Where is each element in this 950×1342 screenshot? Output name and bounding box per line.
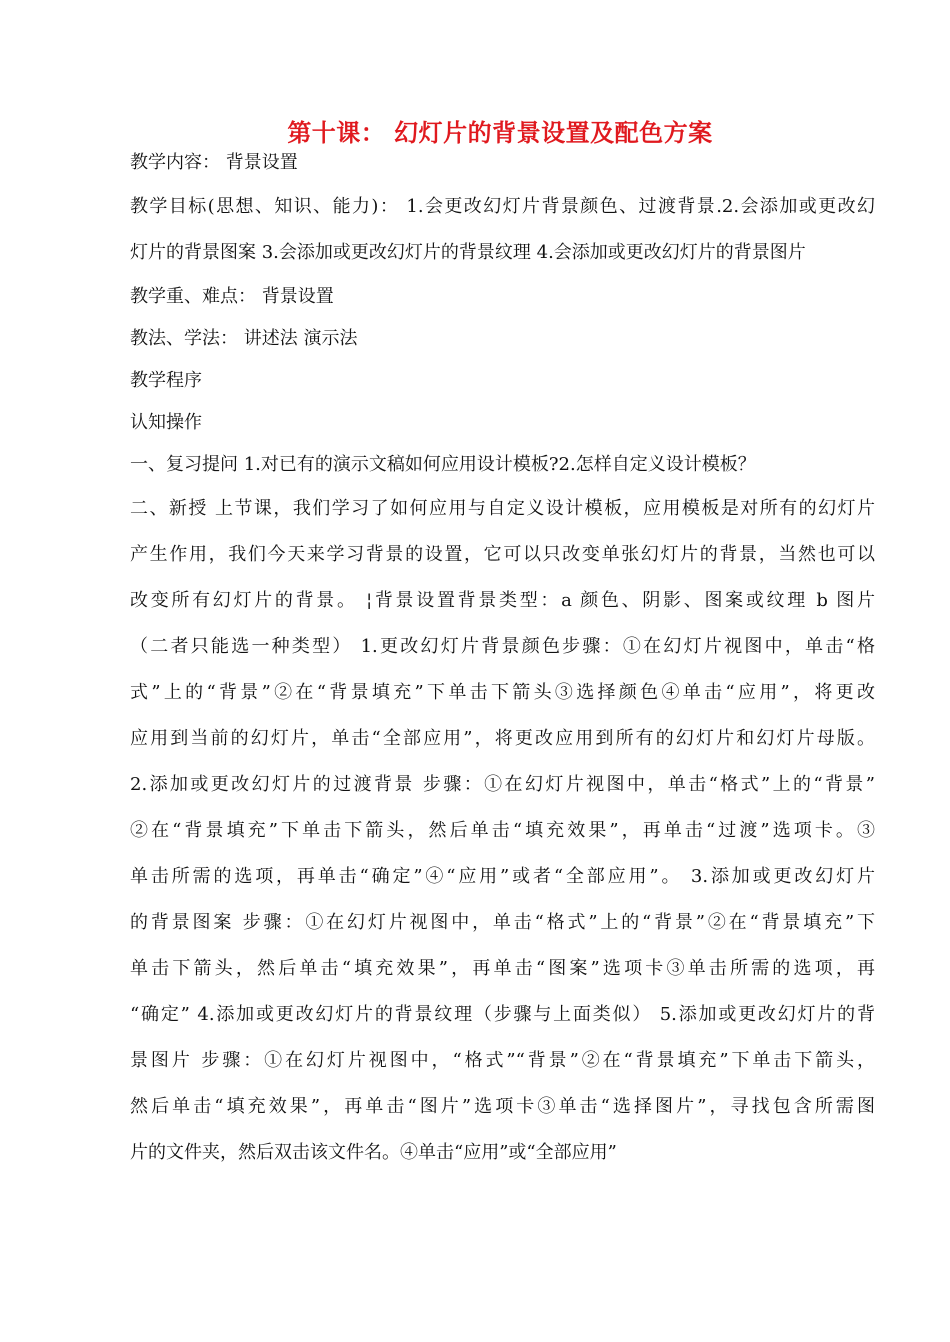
text-line-operation: 认知操作: [130, 412, 202, 433]
text-line-key-points: 教学重、难点： 背景设置: [130, 286, 334, 307]
text-line-new-9: 单击所需的选项，再单击“确定”④“应用”或者“全部应用”。 3.添加或更改幻灯片: [130, 866, 875, 887]
text-line-methods: 教法、学法： 讲述法 演示法: [130, 328, 358, 349]
text-line-new-2: 产生作用，我们今天来学习背景的设置，它可以只改变单张幻灯片的背景，当然也可以: [130, 544, 875, 565]
text-line-new-13: 景图片 步骤：①在幻灯片视图中，“格式”“背景”②在“背景填充”下单击下箭头，: [130, 1050, 875, 1071]
text-line-new-4: （二者只能选一种类型） 1.更改幻灯片背景颜色步骤：①在幻灯片视图中，单击“格: [130, 636, 875, 657]
text-line-new-3: 改变所有幻灯片的背景。 ¦背景设置背景类型：a 颜色、阴影、图案或纹理 b 图片: [130, 590, 875, 611]
text-line-new-6: 应用到当前的幻灯片，单击“全部应用”，将更改应用到所有的幻灯片和幻灯片母版。: [130, 728, 875, 749]
text-line-new-8: ②在“背景填充”下单击下箭头，然后单击“填充效果”，再单击“过渡”选项卡。③: [130, 820, 875, 841]
text-line-new-10: 的背景图案 步骤：①在幻灯片视图中，单击“格式”上的“背景”②在“背景填充”下: [130, 912, 875, 933]
text-line-objectives-1: 教学目标(思想、知识、能力)： 1.会更改幻灯片背景颜色、过渡背景.2.会添加或更改幻: [130, 196, 875, 217]
text-line-new-11: 单击下箭头，然后单击“填充效果”，再单击“图案”选项卡③单击所需的选项，再: [130, 958, 875, 979]
document-title: 第十课： 幻灯片的背景设置及配色方案: [287, 118, 713, 147]
document-body: [130, 142, 875, 1176]
text-line-new-15: 片的文件夹，然后双击该文件名。④单击“应用”或“全部应用”: [130, 1142, 617, 1163]
text-line-content: 教学内容： 背景设置: [130, 152, 298, 173]
text-line-objectives-2: 灯片的背景图案 3.会添加或更改幻灯片的背景纹理 4.会添加或更改幻灯片的背景图片: [130, 242, 806, 263]
text-line-new-12: “确定” 4.添加或更改幻灯片的背景纹理（步骤与上面类似） 5.添加或更改幻灯片的背: [130, 1004, 875, 1025]
text-line-procedure: 教学程序: [130, 370, 202, 391]
text-line-review: 一、复习提问 1.对已有的演示文稿如何应用设计模板?2.怎样自定义设计模板？: [130, 454, 756, 475]
text-line-new-14: 然后单击“填充效果”，再单击“图片”选项卡③单击“选择图片”，寻找包含所需图: [130, 1096, 875, 1117]
text-line-new-7: 2.添加或更改幻灯片的过渡背景 步骤：①在幻灯片视图中，单击“格式”上的“背景”: [130, 774, 875, 795]
text-line-new-1: 二、新授 上节课，我们学习了如何应用与自定义设计模板，应用模板是对所有的幻灯片: [130, 498, 875, 519]
text-line-new-5: 式”上的“背景”②在“背景填充”下单击下箭头③选择颜色④单击“应用”，将更改: [130, 682, 875, 703]
